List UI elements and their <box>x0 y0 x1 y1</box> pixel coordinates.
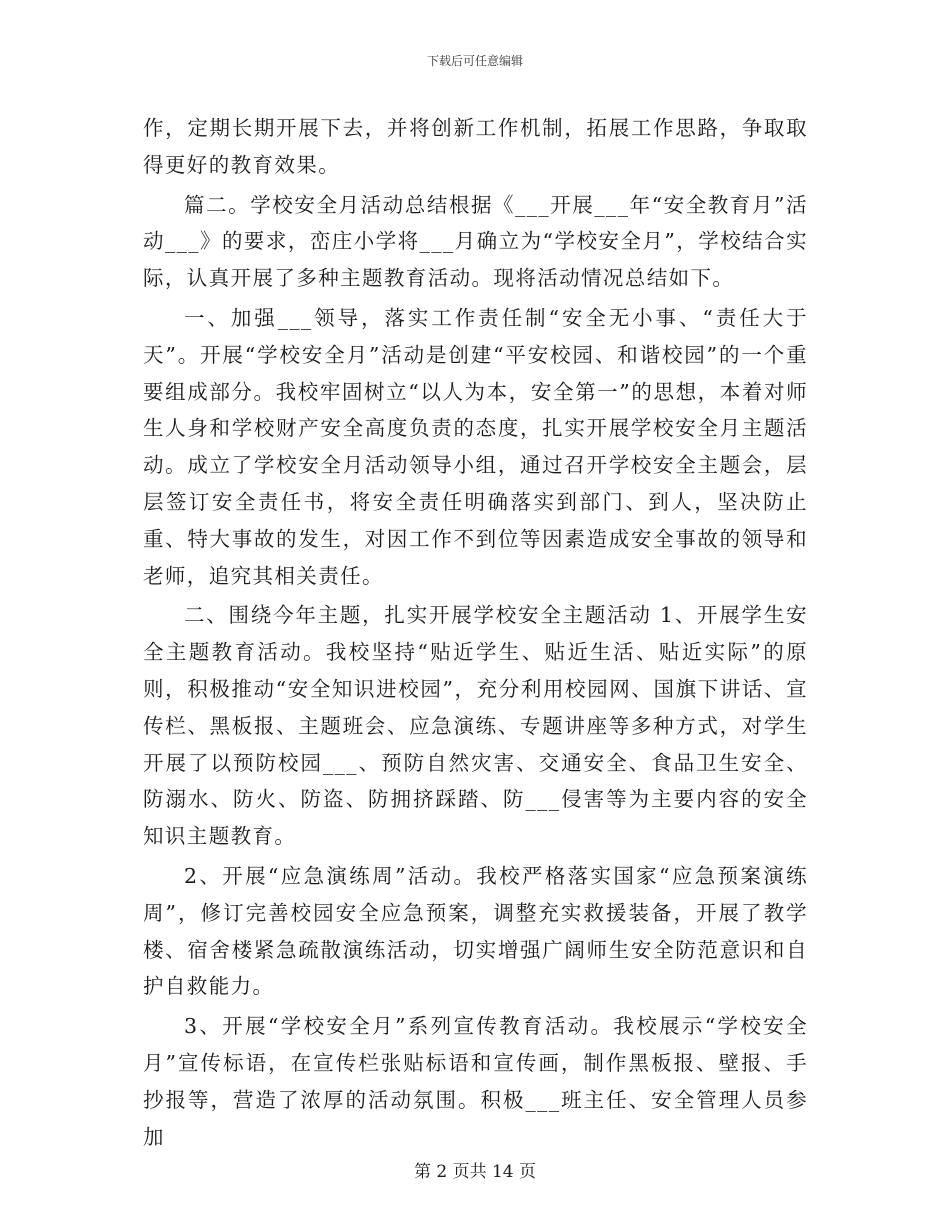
paragraph-section-two: 二、围绕今年主题，扎实开展学校安全主题活动 1、开展学生安全主题教育活动。我校坚持“贴近学生、贴近生活、贴近实际”的原则，积极推动“安全知识进校园”，充分利用校园网、国旗下讲话、宣传栏、黑板报、主题班会、应急演练、专题讲座等多种方式，对学生开展了以预防校园___、预防自然灾害、交通安全、食品卫生安全、防溺水、防火、防盗、防拥挤踩踏、防___侵害等为主要内容的安全知识主题教育。 <box>143 603 808 849</box>
paragraph-section-one: 一、加强___领导，落实工作责任制“安全无小事、“责任大于天”。开展“学校安全月”活动是创建“平安校园、和谐校园”的一个重要组成部分。我校牢固树立“以人为本，安全第一”的思想，本着对师生人身和学校财产安全高度负责的态度，扎实开展学校安全月主题活动。成立了学校安全月活动领导小组，通过召开学校安全主题会，层层签订安全责任书，将安全责任明确落实到部门、到人，坚决防止重、特大事故的发生，对因工作不到位等因素造成安全事故的领导和老师，追究其相关责任。 <box>143 305 808 588</box>
paragraph-item-two: 2、开展“应急演练周”活动。我校严格落实国家“应急预案演练周”，修订完善校园安全应急预案，调整充实救援装备，开展了教学楼、宿舍楼紧急疏散演练活动，切实增强广阔师生安全防范意识和自护自救能力。 <box>143 863 808 999</box>
page-header: 下载后可任意编辑 <box>426 54 523 68</box>
paragraph-intro: 篇二。学校安全月活动总结根据《___开展___年“安全教育月”活动___》的要求，峦庄小学将___月确立为“学校安全月”，学校结合实际，认真开展了多种主题教育活动。现将活动情况总结如下。 <box>143 192 808 291</box>
paragraph-continuation: 作，定期长期开展下去，并将创新工作机制，拓展工作思路，争取取得更好的教育效果。 <box>143 116 808 177</box>
page-footer: 第 2 页共 14 页 <box>413 1162 537 1182</box>
document-body <box>143 110 808 1158</box>
paragraph-item-three: 3、开展“学校安全月”系列宣传教育活动。我校展示“学校安全月”宣传标语，在宣传栏张贴标语和宣传画，制作黑板报、壁报、手抄报等，营造了浓厚的活动氛围。积极___班主任、安全管理人员参加 <box>143 1014 808 1149</box>
